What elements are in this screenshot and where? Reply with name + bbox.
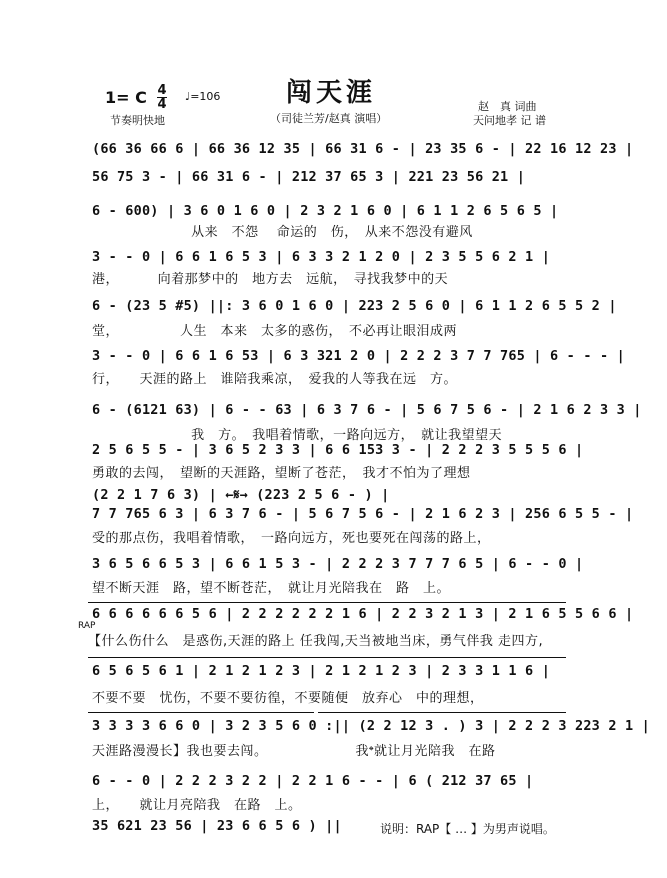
notation-line-5: 6 - (23 5 #5) ||: 3 6 0 1 6 0 | 223 2 5 6 0 | 6 1 1 2 6 5 5 2 | [92, 298, 617, 314]
credit-transcriber: 天问地孝 记 谱 [473, 114, 546, 127]
notation-line-11: 3 6 5 6 6 5 3 | 6 6 1 5 3 - | 2 2 2 3 7 7 7 6 5 | 6 - - 0 | [92, 556, 584, 572]
rap-tag: RAP [78, 621, 96, 631]
lyric-line-8: 勇敢的去闯， 望断的天涯路，望断了苍茫， 我才不怕为了理想 [92, 466, 471, 481]
lyric-line-14: 天涯路漫漫长】我也要去闯。 我𝄌就让月光陪我 在路 [92, 744, 496, 759]
time-signature-bottom: 4 [157, 97, 167, 112]
time-signature [157, 84, 167, 111]
notation-line-10: 7 7 765 6 3 | 6 3 7 6 - | 5 6 7 5 6 - | 2 1 6 2 3 | 256 6 5 5 - | [92, 506, 634, 522]
rap-bracket-line-2 [88, 657, 566, 658]
lyric-line-4: 港， 向着那梦中的 地方去 远航， 寻找我梦中的天 [92, 272, 449, 287]
volta-bracket-1 [88, 712, 314, 713]
lyric-line-5: 堂， 人生 本来 太多的惑伤， 不必再让眼泪成两 [92, 324, 458, 339]
notation-line-8: 2 5 6 5 5 - | 3 6 5 2 3 3 | 6 6 153 3 - | 2 2 2 3 5 5 5 6 | [92, 442, 584, 458]
volta-bracket-2 [318, 712, 566, 713]
time-signature-top: 4 [157, 83, 167, 98]
song-title: 闯天涯 [286, 78, 377, 108]
style-marking: 节奏明快地 [110, 114, 165, 127]
notation-line-15: 6 - - 0 | 2 2 2 3 2 2 | 2 2 1 6 - - | 6 ( 212 37 65 | [92, 773, 534, 789]
notation-line-6: 3 - - 0 | 6 6 1 6 53 | 6 3 321 2 0 | 2 2 2 3 7 7 765 | 6 - - - | [92, 348, 625, 364]
rap-bracket-line [88, 602, 566, 603]
notation-line-7: 6 - (6121 63) | 6 - - 63 | 6 3 7 6 - | 5 6 7 5 6 - | 2 1 6 2 3 3 | [92, 402, 642, 418]
lyric-line-13: 不要不要 忧伤，不要不要彷徨，不要随便 放弃心 中的理想， [92, 691, 484, 706]
lyric-line-12: 【什么伤什么 是惑伤,天涯的路上 任我闯,天当被地当床，勇气伴我 走四方, [88, 634, 544, 649]
lyric-line-7: 我 方。 我唱着情歌，一路向远方， 就让我望望天 [92, 428, 503, 443]
notation-line-2: 56 75 3 - | 66 31 6 - | 212 37 65 3 | 221 23 56 21 | [92, 169, 526, 185]
credit-words-music: 赵 真 词曲 [478, 100, 537, 113]
notation-line-12: 6 6 6 6 6 6 5 6 | 2 2 2 2 2 2 1 6 | 2 2 3 2 1 3 | 2 1 6 5 5 6 6 | [92, 606, 634, 622]
lyric-line-3: 从来 不怨 命运的 伤， 从来不怨没有避风 [92, 225, 473, 240]
lyric-line-6: 行， 天涯的路上 谁陪我乘凉， 爱我的人等我在远 方。 [92, 372, 458, 387]
tempo-marking: ♩=106 [185, 90, 221, 103]
lyric-line-11: 望不断天涯 路，望不断苍茫， 就让月光陪我在 路 上。 [92, 581, 451, 596]
lyric-line-15: 上， 就让月亮陪我 在路 上。 [92, 798, 302, 813]
notation-line-14: 3 3 3 3 6 6 0 | 3 2 3 5 6 0 :|| (2 2 12 3 . ) 3 | 2 2 2 3 223 2 1 | [92, 718, 650, 734]
notation-line-13: 6 5 6 5 6 1 | 2 1 2 1 2 3 | 2 1 2 1 2 3 | 2 3 3 1 1 6 | [92, 663, 551, 679]
footnote: 说明：RAP【 … 】为男声说唱。 [380, 822, 555, 836]
notation-line-4: 3 - - 0 | 6 6 1 6 5 3 | 6 3 3 2 1 2 0 | 2 3 5 5 6 2 1 | [92, 249, 551, 265]
performers: （司徒兰芳/赵真 演唱） [270, 112, 388, 125]
lyric-line-10: 受的那点伤，我唱着情歌， 一路向远方，死也要死在闯荡的路上， [92, 531, 491, 546]
notation-line-9: (2 2 1 7 6 3) | ←𝄋→ (223 2 5 6 - ) | [92, 487, 390, 503]
notation-line-1: (66 36 66 6 | 66 36 12 35 | 66 31 6 - | 23 35 6 - | 22 16 12 23 | [92, 141, 634, 157]
notation-line-3: 6 - 600) | 3 6 0 1 6 0 | 2 3 2 1 6 0 | 6 1 1 2 6 5 6 5 | [92, 203, 559, 219]
notation-line-16: 35 621 23 56 | 23 6 6 5 6 ) || [92, 818, 342, 834]
key-signature: 1= C [105, 88, 147, 107]
